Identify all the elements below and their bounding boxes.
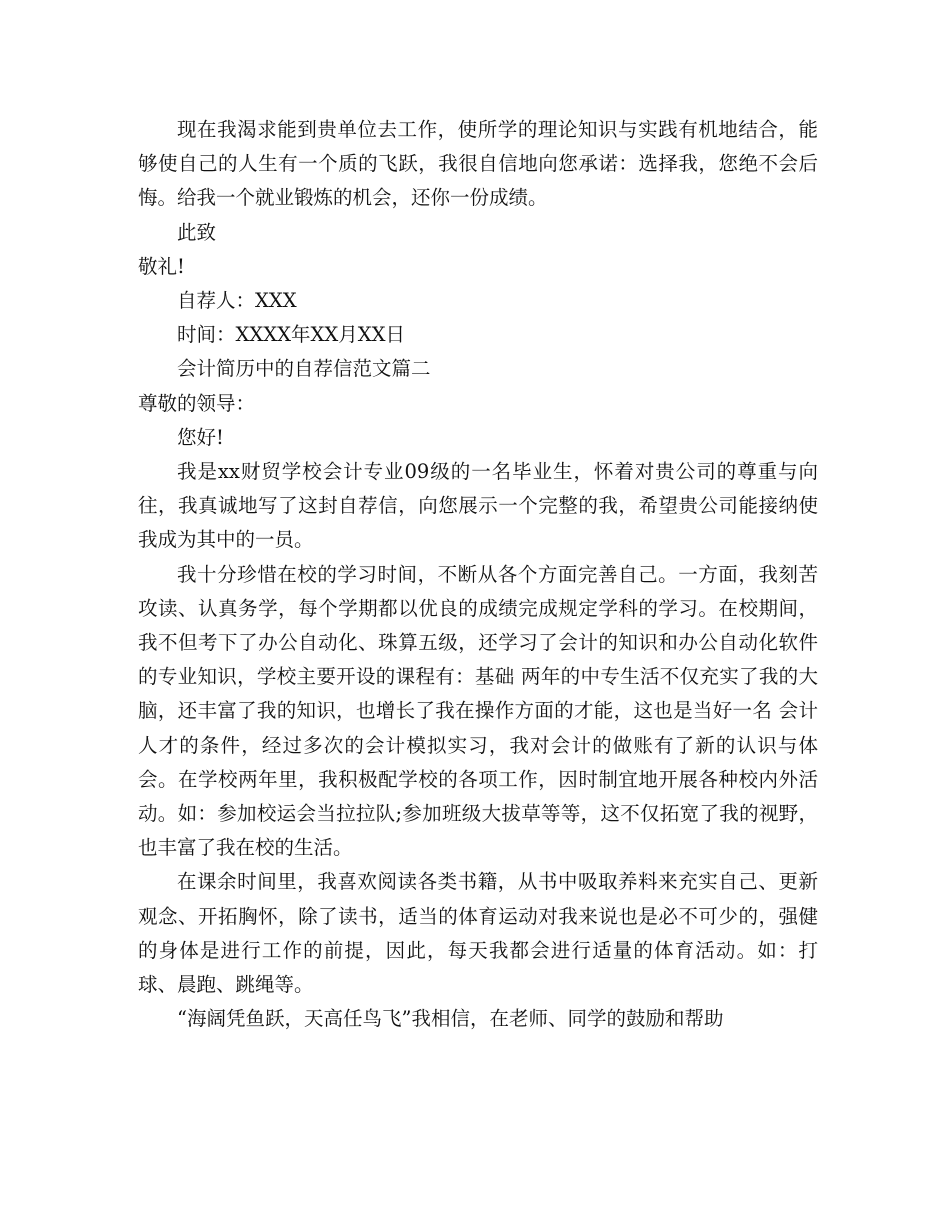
signature-date: 时间：XXXX年XX月XX日 bbox=[177, 323, 406, 347]
letter-body bbox=[138, 113, 818, 1036]
paragraph-hobbies: 在课余时间里，我喜欢阅读各类书籍，从书中吸取养料来充实自己、更新观念、开拓胸怀，除了读书，适当的体育运动对我来说也是必不可少的，强健的身体是进行工作的前提，因此，每天我都会进行适量的体育活动。如：打球、晨跑、跳绳等。 bbox=[138, 870, 818, 997]
signature-recommender: 自荐人：XXX bbox=[177, 289, 297, 313]
salutation-jingli: 敬礼! bbox=[138, 254, 185, 278]
paragraph-study: 我十分珍惜在校的学习时间，不断从各个方面完善自己。一方面，我刻苦攻读、认真务学，每个学期都以优良的成绩完成规定学科的学习。在校期间，我不但考下了办公自动化、珠算五级，还学习了会计的知识和办公自动化软件的专业知识，学校主要开设的课程有：基础 两年的中专生活不仅充实了我的大脑，还丰富了我的知识，也增长了我在操作方面的才能，这也是当好一名 会计人才的条件，经过多次的会计模拟实习，我对会计的做账有了新的认识与体会。在学校两年里，我积极配学校的各项工作，因时制宜地开展各种校内外活动。如：参加校运会当拉拉队;参加班级大拔草等等，这不仅拓宽了我的视野，也丰富了我在校的生活。 bbox=[138, 562, 818, 860]
paragraph-closing-appeal: 现在我渴求能到贵单位去工作，使所学的理论知识与实践有机地结合，能够使自己的人生有一个质的飞跃，我很自信地向您承诺：选择我，您绝不会后悔。给我一个就业锻炼的机会，还你一份成绩。 bbox=[138, 118, 818, 210]
section-title: 会计简历中的自荐信范文篇二 bbox=[177, 357, 431, 381]
paragraph-quote: “海阔凭鱼跃，天高任鸟飞”我相信，在老师、同学的鼓励和帮助 bbox=[177, 1007, 724, 1031]
greeting-hello: 您好! bbox=[177, 425, 224, 449]
salutation-cizhi: 此致 bbox=[177, 220, 217, 244]
paragraph-intro: 我是xx财贸学校会计专业09级的一名毕业生，怀着对贵公司的尊重与向往，我真诚地写了这封自荐信，向您展示一个完整的我，希望贵公司能接纳使我成为其中的一员。 bbox=[138, 460, 818, 552]
greeting-leader: 尊敬的领导： bbox=[138, 391, 256, 415]
